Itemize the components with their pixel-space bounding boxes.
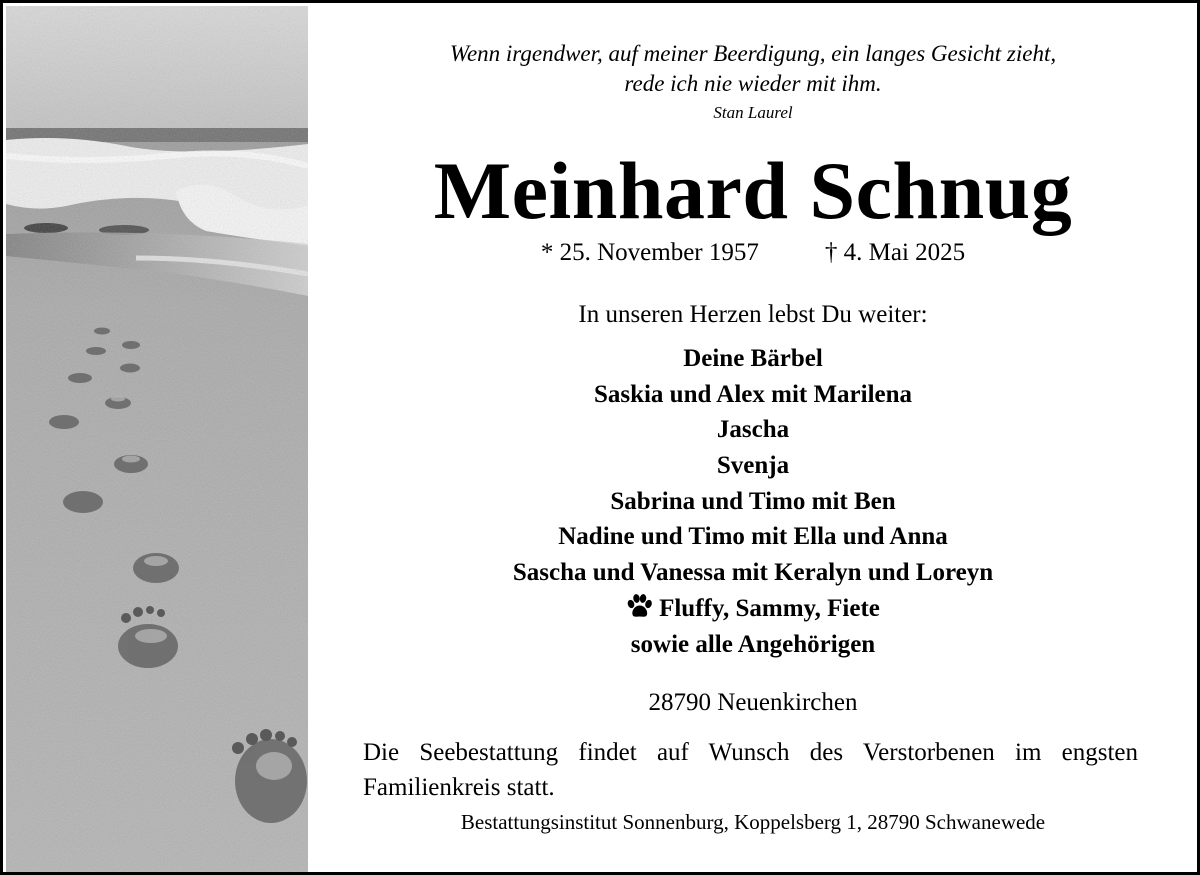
quote-line-1: Wenn irgendwer, auf meiner Beerdigung, ein langes Gesicht zieht, [449,41,1057,66]
beach-footprints-photo [6,6,308,873]
burial-statement: Die Seebestattung findet auf Wunsch des Verstorbenen im engsten Familienkreis statt. [363,739,1138,801]
quote [358,39,1148,99]
mourner-line: Nadine und Timo mit Ella und Anna [558,523,948,551]
death-date: † 4. Mai 2025 [824,239,966,266]
undertaker: Bestattungsinstitut Sonnenburg, Koppelsberg 1, 28790 Schwanewede [460,810,1046,834]
mourner-line: Jascha [716,416,790,444]
quote-author: Stan Laurel [713,103,793,122]
pets-line [358,591,1148,627]
pets-names: Fluffy, Sammy, Fiete [659,594,880,622]
deceased-name: Meinhard Schnug [433,145,1073,236]
mourner-line: Deine Bärbel [683,345,823,372]
birth-date: * 25. November 1957 [540,239,759,266]
mourner-line: Svenja [716,452,790,480]
life-dates [358,239,1148,267]
mourners-list [358,341,1148,662]
location: 28790 Neuenkirchen [648,689,858,716]
mourners-intro: In unseren Herzen lebst Du weiter: [578,301,928,328]
mourner-line: Saskia und Alex mit Marilena [593,380,913,408]
mourner-line: Sabrina und Timo mit Ben [610,487,896,515]
relatives-line: sowie alle Angehörigen [630,630,876,658]
mourner-line: Sascha und Vanessa mit Keralyn und Loreyn [512,559,994,587]
paw-print-icon [626,593,653,619]
quote-line-2: rede ich nie wieder mit ihm. [624,71,882,96]
